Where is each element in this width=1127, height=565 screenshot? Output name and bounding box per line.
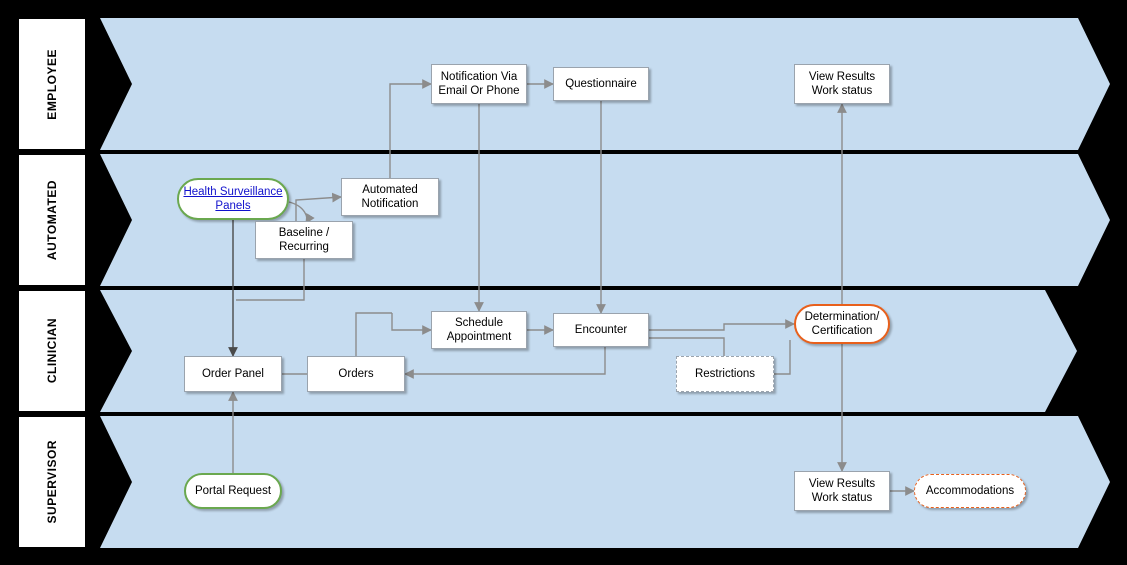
node-view-results-work-status-supervisor[interactable] [794,471,890,511]
lane-label-employee [18,18,86,150]
node-portal-request[interactable] [184,473,282,509]
node-label: Restrictions [694,367,756,380]
lane-label-supervisor-text: SUPERVISOR [45,440,59,524]
lane-label-automated [18,154,86,286]
node-schedule-appointment[interactable] [431,311,527,349]
node-health-surveillance-panels[interactable] [177,178,289,220]
node-notification-via-email-or-phone[interactable] [431,64,527,104]
node-label: Portal Request [194,484,272,497]
node-automated-notification[interactable] [341,178,439,216]
node-label: Determination/ Certification [804,310,880,337]
lane-label-clinician [18,290,86,412]
node-label: Order Panel [201,367,264,380]
node-questionnaire[interactable] [553,67,649,101]
node-order-panel[interactable] [184,356,282,392]
node-label: View Results Work status [808,70,876,97]
lane-shape-clinician [100,290,1077,412]
node-label: Schedule Appointment [446,316,512,343]
node-label[interactable]: Health Surveillance Panels [183,185,283,212]
node-view-results-work-status-employee[interactable] [794,64,890,104]
node-accommodations[interactable] [914,474,1026,508]
lane-label-automated-text: AUTOMATED [45,179,59,261]
node-baseline-recurring[interactable] [255,221,353,259]
node-label: Questionnaire [565,77,637,90]
lane-label-supervisor [18,416,86,548]
node-label: Notification Via Email Or Phone [438,70,520,97]
node-label: View Results Work status [808,477,876,504]
node-label: Accommodations [925,484,1015,497]
lane-shape-automated [100,154,1110,286]
lane-label-employee-text: EMPLOYEE [45,48,59,120]
node-label: Encounter [574,323,628,336]
node-restrictions[interactable] [676,356,774,392]
node-label: Orders [338,367,374,380]
node-encounter[interactable] [553,313,649,347]
node-label: Automated Notification [361,183,419,210]
lane-label-clinician-text: CLINICIAN [45,318,59,384]
node-determination-certification[interactable] [794,304,890,344]
node-label: Baseline / Recurring [278,226,330,253]
node-orders[interactable] [307,356,405,392]
